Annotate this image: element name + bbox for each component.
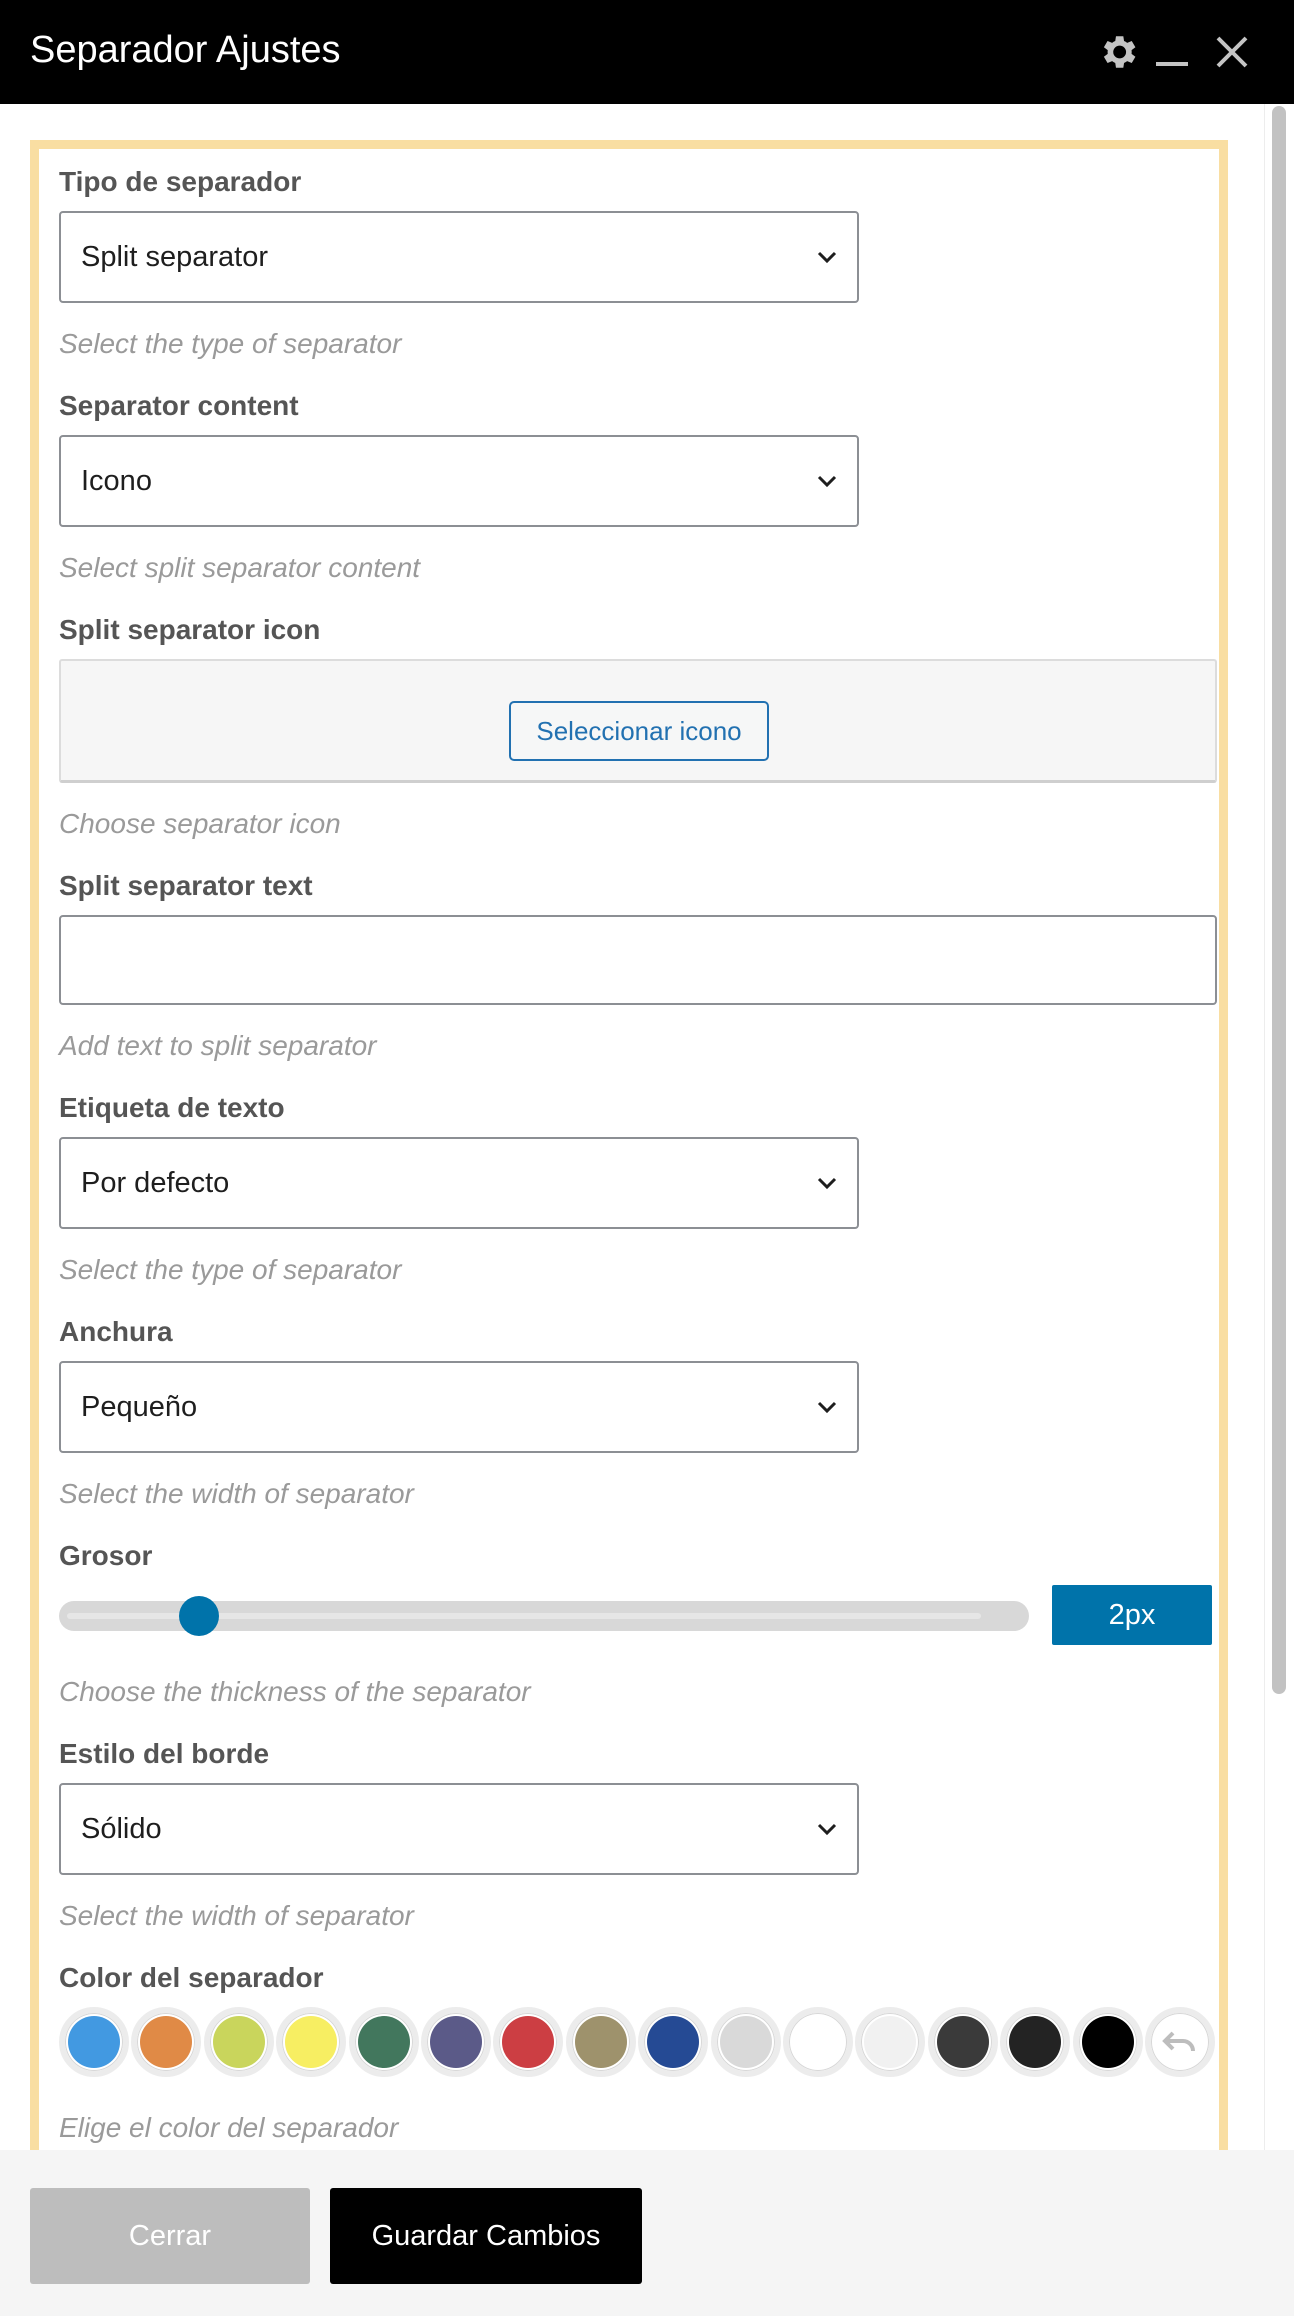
undo-arrow-icon[interactable] xyxy=(1145,2007,1215,2077)
color-swatch[interactable] xyxy=(566,2007,636,2077)
text-tag-label: Etiqueta de texto xyxy=(59,1092,285,1123)
text-tag-select[interactable] xyxy=(59,1137,859,1229)
separator-color-help: Elige el color del separador xyxy=(59,2112,399,2143)
swatch-fill xyxy=(1009,2016,1061,2068)
separator-type-select[interactable] xyxy=(59,211,859,303)
color-swatch[interactable] xyxy=(783,2007,853,2077)
separator-color-label: Color del separador xyxy=(59,1962,324,1993)
color-swatch[interactable] xyxy=(59,2007,129,2077)
color-swatch[interactable] xyxy=(1000,2007,1070,2077)
separator-type-value: Split separator xyxy=(81,241,268,273)
text-tag-value: Por defecto xyxy=(81,1167,230,1199)
swatch-fill xyxy=(285,2016,337,2068)
scrollbar-thumb[interactable] xyxy=(1272,106,1286,1694)
slider-handle[interactable] xyxy=(179,1596,219,1636)
settings-panel xyxy=(30,140,1228,2150)
swatch-fill xyxy=(68,2016,120,2068)
separator-content-help: Select split separator content xyxy=(59,552,421,583)
swatch-fill xyxy=(140,2016,192,2068)
color-swatches xyxy=(59,2007,1229,2085)
separator-content-select[interactable] xyxy=(59,435,859,527)
separator-content-label: Separator content xyxy=(59,390,299,421)
color-swatch[interactable] xyxy=(204,2007,274,2077)
width-label: Anchura xyxy=(59,1316,173,1347)
swatch-fill xyxy=(502,2016,554,2068)
thickness-value-box[interactable]: 2px xyxy=(1052,1585,1212,1645)
text-tag-help: Select the type of separator xyxy=(59,1254,402,1285)
split-icon-help: Choose separator icon xyxy=(59,808,341,839)
color-swatch[interactable] xyxy=(276,2007,346,2077)
icon-picker-box xyxy=(59,659,1217,783)
swatch-fill xyxy=(937,2016,989,2068)
color-swatch[interactable] xyxy=(131,2007,201,2077)
chevron-down-icon xyxy=(813,1169,841,1197)
gear-icon[interactable] xyxy=(1090,24,1146,80)
chevron-down-icon xyxy=(813,467,841,495)
color-swatch[interactable] xyxy=(493,2007,563,2077)
select-icon-button[interactable]: Seleccionar icono xyxy=(509,701,769,761)
width-value: Pequeño xyxy=(81,1391,198,1423)
swatch-fill xyxy=(358,2016,410,2068)
split-text-help: Add text to split separator xyxy=(59,1030,377,1061)
separator-type-label: Tipo de separador xyxy=(59,166,302,197)
close-button[interactable]: Cerrar xyxy=(30,2188,310,2284)
footer-bar xyxy=(0,2150,1294,2316)
border-style-label: Estilo del borde xyxy=(59,1738,270,1769)
color-swatch[interactable] xyxy=(349,2007,419,2077)
save-changes-button[interactable]: Guardar Cambios xyxy=(330,2188,642,2284)
color-swatch[interactable] xyxy=(421,2007,491,2077)
swatch-fill xyxy=(430,2016,482,2068)
separator-content-value: Icono xyxy=(81,465,152,497)
title-bar xyxy=(0,0,1294,104)
thickness-help: Choose the thickness of the separator xyxy=(59,1676,531,1707)
border-style-select[interactable] xyxy=(59,1783,859,1875)
color-swatch[interactable] xyxy=(1073,2007,1143,2077)
color-swatch[interactable] xyxy=(638,2007,708,2077)
window-title: Separador Ajustes xyxy=(30,29,341,71)
thickness-label: Grosor xyxy=(59,1540,153,1571)
chevron-down-icon xyxy=(813,243,841,271)
thickness-slider[interactable] xyxy=(59,1601,1029,1631)
separator-type-help: Select the type of separator xyxy=(59,328,402,359)
swatch-fill xyxy=(720,2016,772,2068)
swatch-fill xyxy=(647,2016,699,2068)
swatch-fill xyxy=(1082,2016,1134,2068)
split-icon-label: Split separator icon xyxy=(59,614,321,645)
close-icon[interactable] xyxy=(1204,24,1260,80)
chevron-down-icon xyxy=(813,1815,841,1843)
swatch-fill xyxy=(213,2016,265,2068)
chevron-down-icon xyxy=(813,1393,841,1421)
color-swatch[interactable] xyxy=(928,2007,998,2077)
border-style-help: Select the width of separator xyxy=(59,1900,414,1931)
split-text-input[interactable] xyxy=(59,915,1217,1005)
width-help: Select the width of separator xyxy=(59,1478,414,1509)
swatch-fill xyxy=(575,2016,627,2068)
swatch-fill xyxy=(864,2016,916,2068)
swatch-fill xyxy=(792,2016,844,2068)
width-select[interactable] xyxy=(59,1361,859,1453)
border-style-value: Sólido xyxy=(81,1813,162,1845)
color-swatch[interactable] xyxy=(711,2007,781,2077)
split-text-label: Split separator text xyxy=(59,870,313,901)
color-swatch[interactable] xyxy=(855,2007,925,2077)
settings-content xyxy=(0,104,1294,2150)
minimize-icon[interactable] xyxy=(1144,24,1200,80)
